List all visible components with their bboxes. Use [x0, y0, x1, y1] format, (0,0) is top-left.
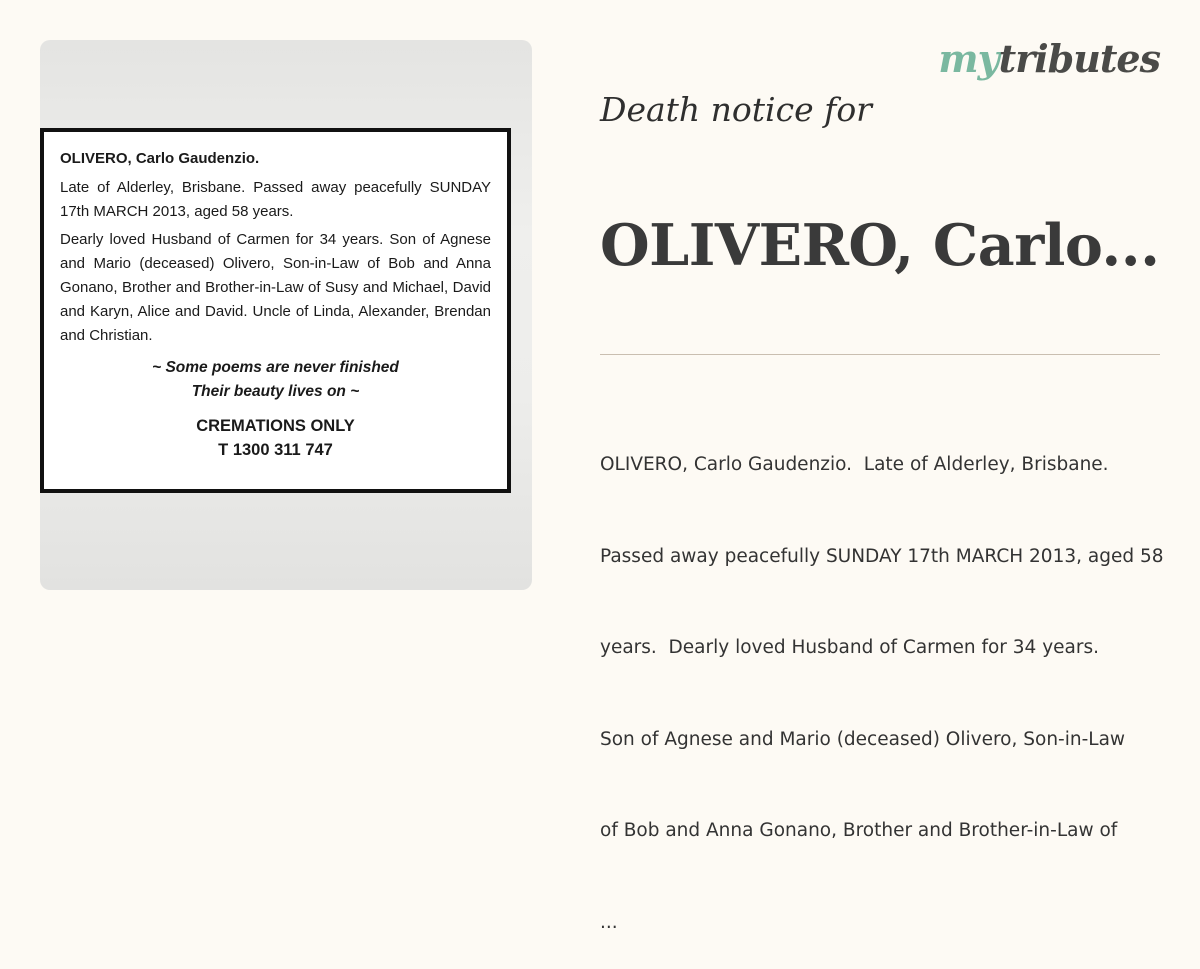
excerpt-line: Son of Agnese and Mario (deceased) Olivero, Son-in-Law: [600, 728, 1126, 750]
excerpt-line: OLIVERO, Carlo Gaudenzio. Late of Alderley, Brisbane.: [600, 454, 1109, 475]
divider: [600, 354, 1160, 355]
clipping-cremations: [60, 414, 491, 462]
logo-suffix: tributes: [998, 36, 1160, 81]
cremations-phone: T 1300 311 747: [218, 441, 333, 459]
poem-line-2: Their beauty lives on ~: [191, 383, 360, 400]
excerpt-line: of Bob and Anna Gonano, Brother and Brother-in-Law of: [600, 820, 1118, 841]
logo-prefix: my: [938, 36, 999, 81]
page-subtitle: Death notice for: [600, 90, 872, 129]
notice-excerpt: [600, 389, 1190, 969]
poem-line-1: ~ Some poems are never finished: [152, 359, 399, 376]
excerpt-line: ...: [600, 911, 618, 933]
newspaper-clipping: [40, 128, 511, 493]
clipping-paragraph-2: Dearly loved Husband of Carmen for 34 years. Son of Agnese and Mario (deceased) Olivero, Son-in-Law of Bob and Anna Gonano, Brother and Brother-in-Law of Susy and Michael, David and Karyn, Alice and David. Uncle of Linda, Alexander, Brendan and Christian.: [60, 231, 491, 344]
excerpt-line: Passed away peacefully SUNDAY 17th MARCH 2013, aged 58: [600, 545, 1164, 567]
cremations-label: CREMATIONS ONLY: [196, 417, 355, 435]
deceased-name: OLIVERO, Carlo...: [600, 212, 1160, 279]
mytributes-logo: [938, 36, 1160, 81]
clipping-poem: [60, 356, 491, 404]
clipping-name: OLIVERO, Carlo Gaudenzio.: [60, 150, 260, 167]
notice-image: [40, 40, 532, 590]
excerpt-line: years. Dearly loved Husband of Carmen for 34 years.: [600, 637, 1099, 658]
clipping-paragraph-1: Late of Alderley, Brisbane. Passed away peacefully SUNDAY 17th MARCH 2013, aged 58 years.: [60, 179, 491, 220]
